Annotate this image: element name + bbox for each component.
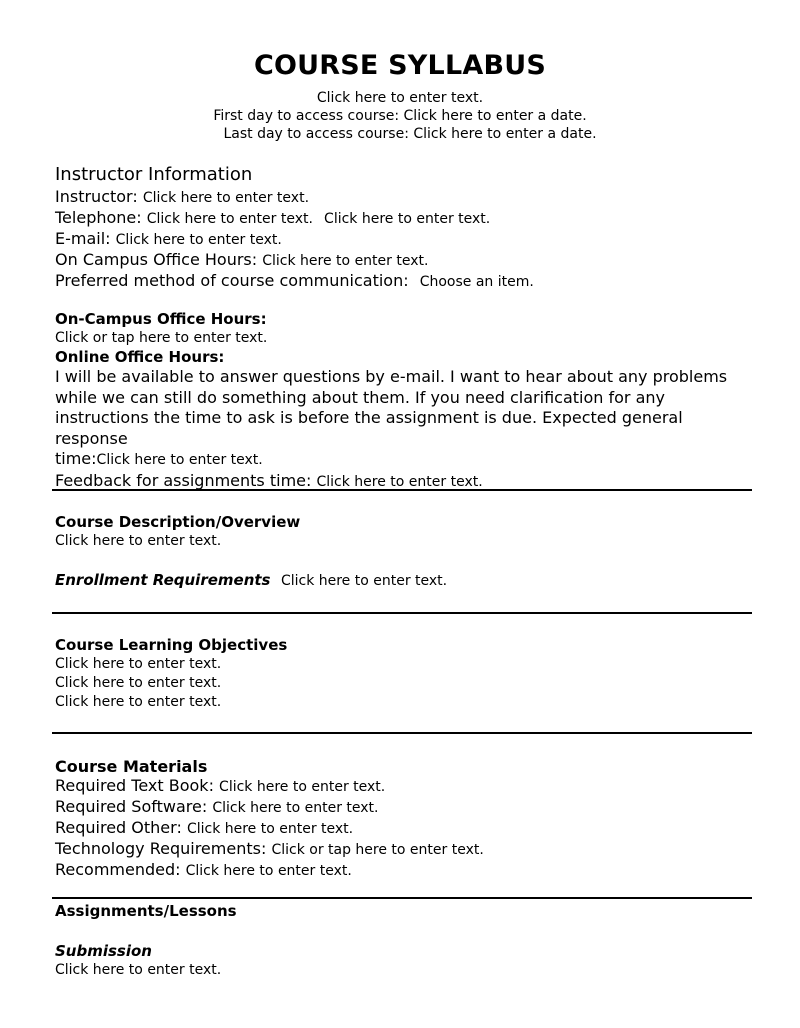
materials-section (55, 757, 755, 881)
feedback-label: Feedback for assignments time: (55, 470, 312, 490)
section-divider (52, 897, 752, 899)
objective-item[interactable]: Click here to enter text. (55, 656, 222, 672)
preferred-communication-dropdown[interactable]: Choose an item. (419, 274, 534, 290)
description-section (55, 513, 755, 589)
online-line-1: I will be available to answer questions by e-mail. I want to hear about any problems (55, 367, 728, 386)
textbook-row (55, 776, 755, 797)
first-day-line (0, 107, 800, 125)
materials-heading: Course Materials (55, 757, 208, 776)
textbook-field[interactable]: Click here to enter text. (219, 779, 386, 795)
online-line-3: instructions the time to ask is before the assignment is due. Expected general response (55, 408, 683, 448)
assignments-section (55, 902, 755, 980)
recommended-row (55, 860, 755, 881)
enrollment-row (55, 571, 755, 589)
software-row (55, 797, 755, 818)
software-label: Required Software: (55, 797, 208, 816)
tech-row (55, 839, 755, 860)
objectives-section (55, 636, 755, 712)
telephone-field-1[interactable]: Click here to enter text. (146, 211, 313, 227)
course-name-field[interactable]: Click here to enter text. (316, 90, 484, 106)
recommended-label: Recommended: (55, 860, 181, 879)
response-time-field[interactable]: Click here to enter text. (96, 452, 263, 468)
other-field[interactable]: Click here to enter text. (186, 821, 354, 837)
assignments-heading: Assignments/Lessons (55, 902, 237, 920)
office-hours-field[interactable]: Click here to enter text. (262, 253, 429, 269)
other-label: Required Other: (55, 818, 182, 837)
on-campus-field[interactable]: Click or tap here to enter text. (55, 330, 268, 346)
software-field[interactable]: Click here to enter text. (212, 800, 379, 816)
response-time-label: time: (55, 449, 97, 468)
textbook-label: Required Text Book: (55, 776, 214, 795)
enrollment-label: Enrollment Requirements (55, 571, 271, 589)
submission-label: Submission (55, 942, 152, 960)
objective-item[interactable]: Click here to enter text. (55, 694, 222, 710)
email-field[interactable]: Click here to enter text. (115, 232, 282, 248)
section-divider (52, 732, 752, 734)
office-hours-row (55, 250, 755, 271)
online-paragraph (55, 367, 755, 492)
description-heading: Course Description/Overview (55, 513, 301, 531)
office-hours-section (55, 310, 755, 492)
on-campus-heading: On-Campus Office Hours: (55, 310, 267, 328)
last-day-date-field[interactable]: Click here to enter a date. (413, 126, 597, 142)
course-name-line (0, 89, 800, 107)
description-field[interactable]: Click here to enter text. (55, 533, 222, 549)
feedback-field[interactable]: Click here to enter text. (316, 473, 483, 490)
telephone-field-2[interactable]: Click here to enter text. (324, 211, 491, 227)
online-line-4 (55, 449, 755, 471)
first-day-label: First day to access course: (213, 108, 400, 124)
online-line-2: while we can still do something about them. If you need clarification for any (55, 387, 665, 407)
first-day-date-field[interactable]: Click here to enter a date. (403, 108, 587, 124)
tech-field[interactable]: Click or tap here to enter text. (271, 842, 484, 858)
telephone-row (55, 208, 755, 229)
telephone-label: Telephone: (55, 208, 142, 227)
instructor-heading: Instructor Information (55, 164, 253, 185)
online-heading: Online Office Hours: (55, 348, 225, 366)
tech-label: Technology Requirements: (55, 839, 267, 858)
email-row (55, 229, 755, 250)
preferred-communication-label: Preferred method of course communication: (55, 271, 409, 290)
instructor-field[interactable]: Click here to enter text. (142, 190, 310, 206)
last-day-line (0, 125, 800, 143)
other-row (55, 818, 755, 839)
submission-field[interactable]: Click here to enter text. (55, 962, 222, 978)
enrollment-field[interactable]: Click here to enter text. (280, 573, 448, 589)
page-title: COURSE SYLLABUS (253, 50, 547, 81)
section-divider (52, 489, 752, 491)
instructor-label: Instructor: (55, 187, 138, 206)
email-label: E-mail: (55, 229, 111, 248)
recommended-field[interactable]: Click here to enter text. (185, 863, 352, 879)
objective-item[interactable]: Click here to enter text. (55, 675, 222, 691)
instructor-row (55, 187, 755, 208)
objectives-heading: Course Learning Objectives (55, 636, 288, 654)
last-day-label: Last day to access course: (223, 126, 409, 142)
office-hours-label: On Campus Office Hours: (55, 250, 258, 269)
section-divider (52, 612, 752, 614)
instructor-section (55, 164, 755, 292)
preferred-communication-row (55, 271, 755, 292)
